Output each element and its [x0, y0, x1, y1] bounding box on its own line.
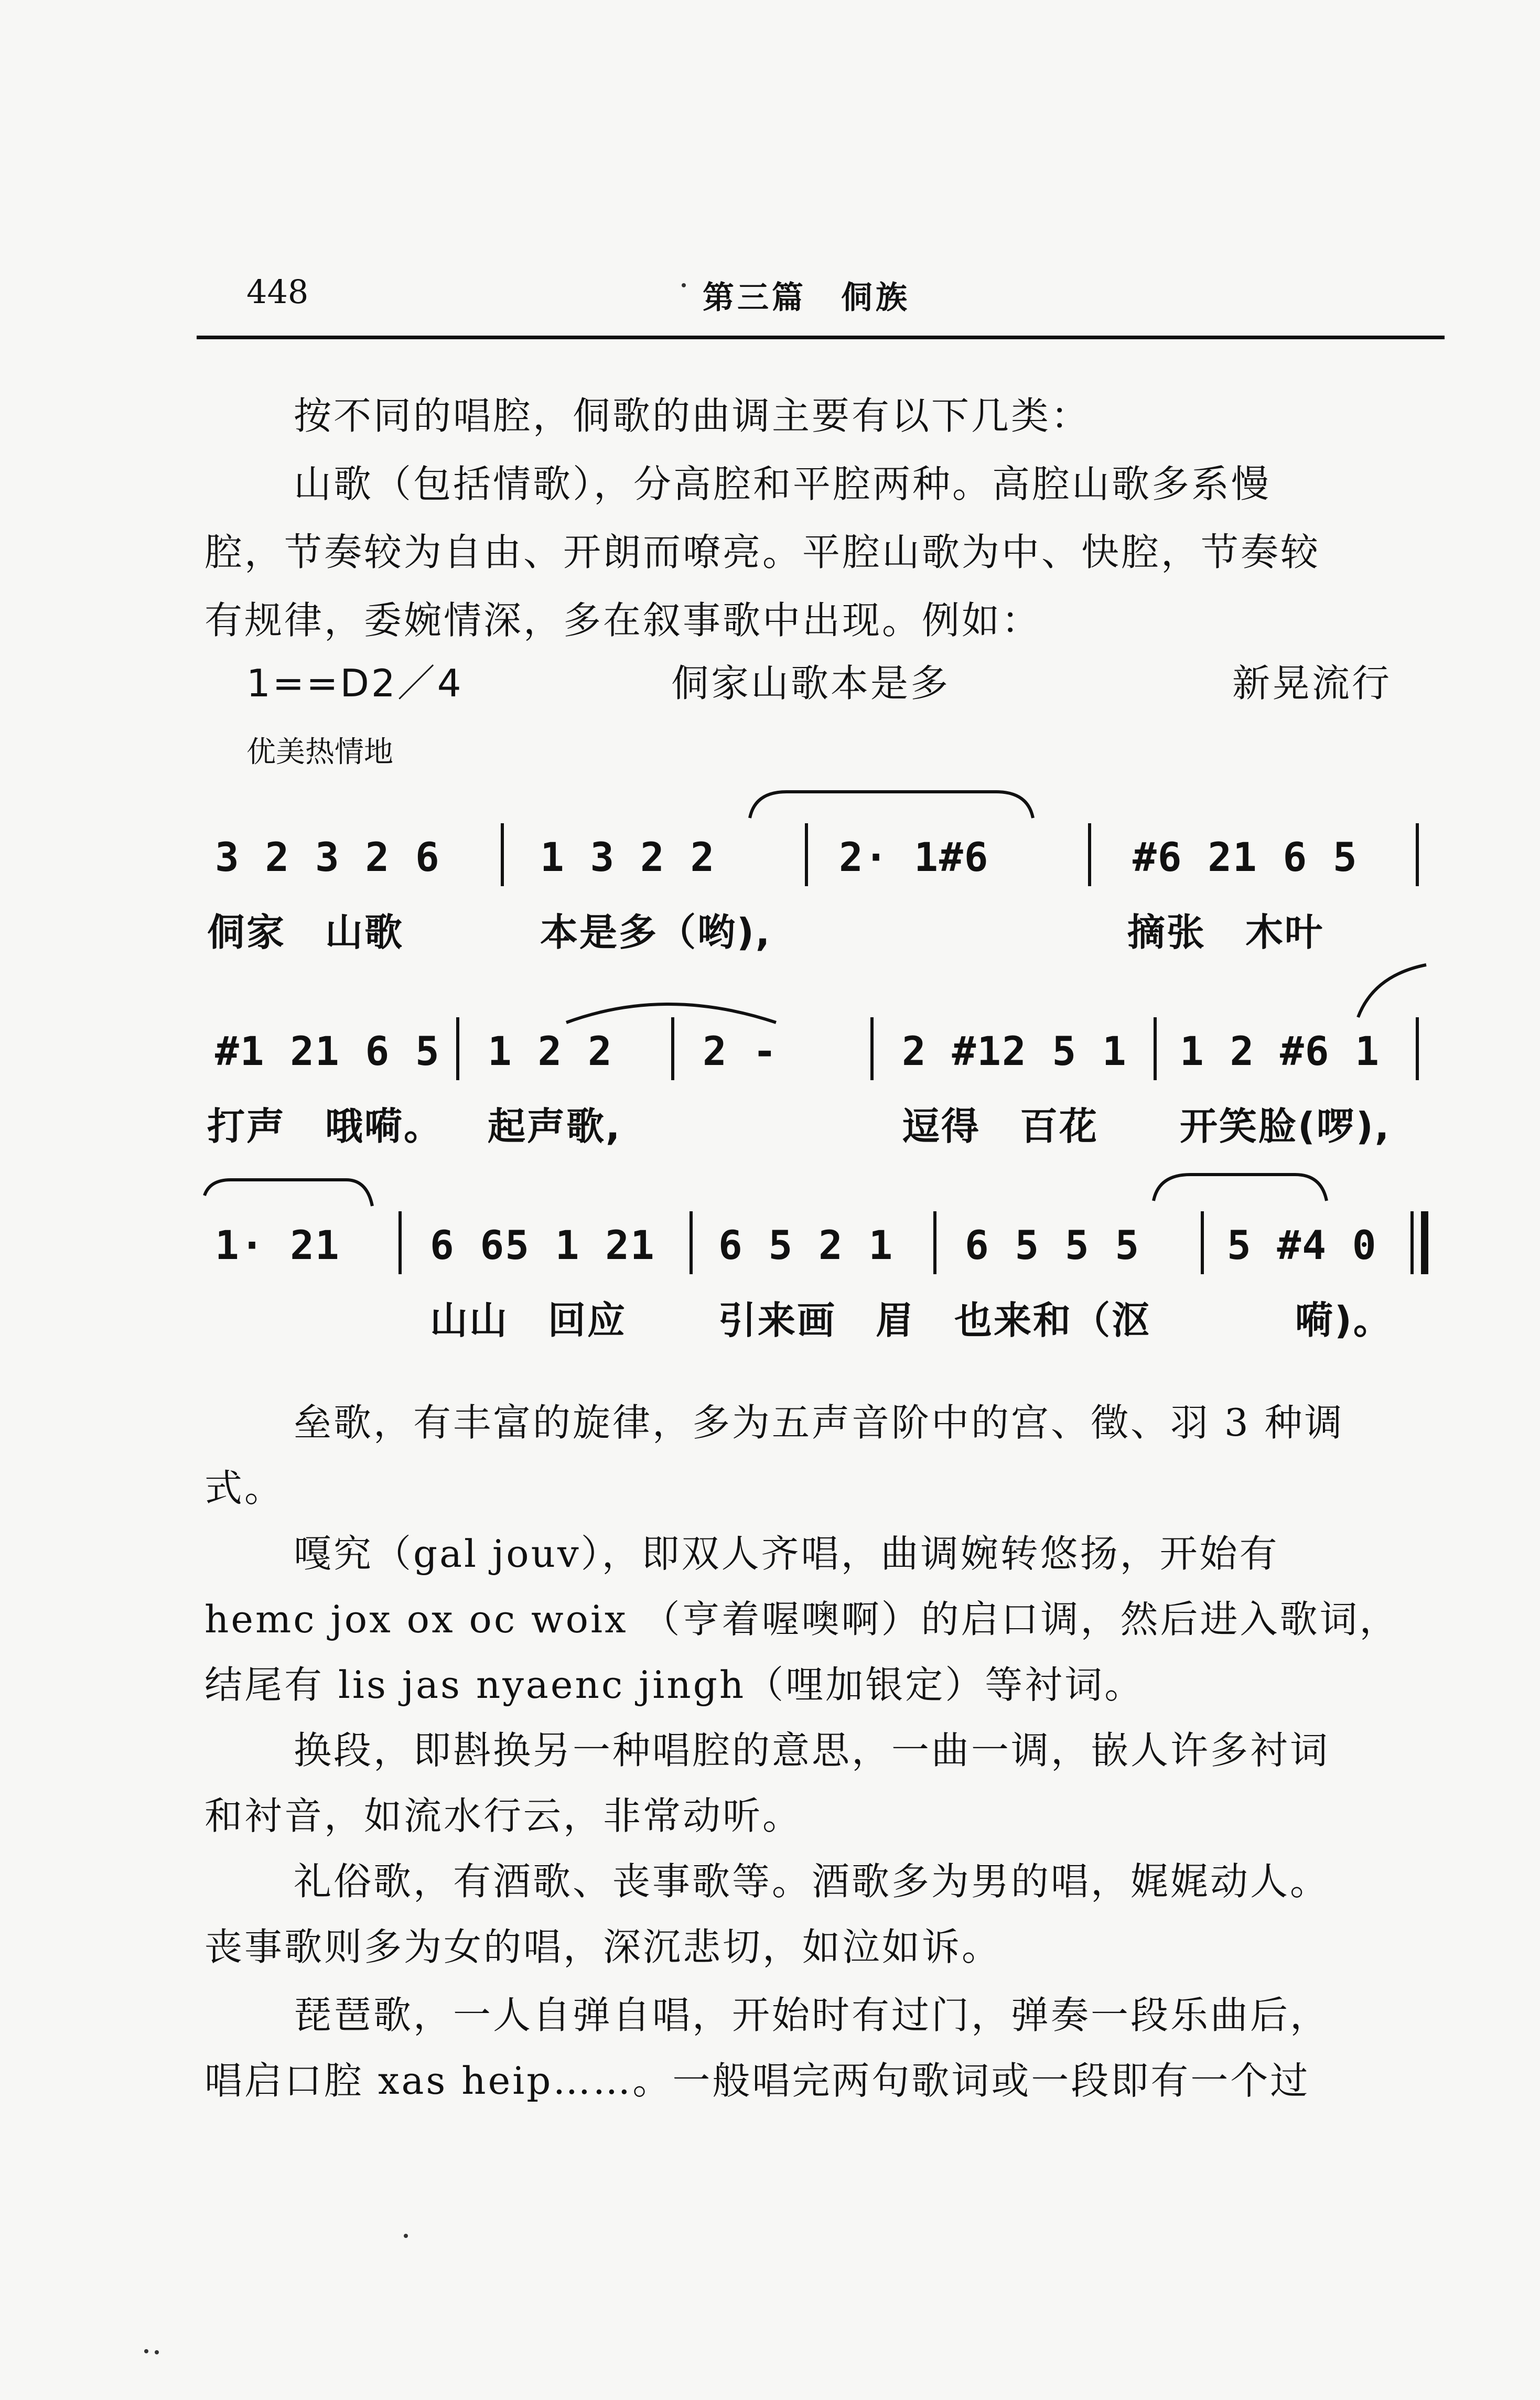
pi-pa-line-2: 唱启口腔 xas heip……。一般唱完两句歌词或一段即有一个过	[204, 2059, 1310, 2103]
score-source: 新晃流行	[1232, 661, 1392, 705]
shan-ge-line-2: 腔，节奏较为自由、开朗而嘹亮。平腔山歌为中、快腔，节奏较	[204, 530, 1321, 574]
barline	[870, 1017, 874, 1080]
huan-duan-line-1: 换段，即斟换另一种唱腔的意思，一曲一调，嵌人许多衬词	[294, 1728, 1330, 1772]
notes-r3-m2: 6 65 1 21	[430, 1222, 655, 1268]
barline	[933, 1211, 936, 1274]
ga-jiu-line-3: 结尾有 lis jas nyaenc jingh（哩加银定）等衬词。	[204, 1663, 1145, 1707]
notes-r1-m1: 3 2 3 2 6	[215, 834, 440, 880]
barline	[1416, 823, 1419, 886]
slur-arc	[561, 991, 781, 1028]
lyrics-r2-4: 逗得 百花	[902, 1104, 1099, 1148]
lyrics-r2-5: 开笑脸(啰),	[1180, 1104, 1391, 1148]
notes-r3-m3: 6 5 2 1	[718, 1222, 894, 1268]
score-title: 侗家山歌本是多	[671, 661, 951, 705]
notes-r3-m5: 5 #4 0	[1227, 1222, 1377, 1268]
scan-speck	[144, 2349, 148, 2353]
notes-r2-m5: 1 2 #6 1	[1180, 1028, 1381, 1074]
pi-pa-line-1: 琵琶歌，一人自弹自唱，开始时有过门，弹奏一段乐曲后，	[294, 1993, 1330, 2037]
lyrics-r3-3: 引来画	[718, 1298, 837, 1342]
zuo-ge-line-2: 式。	[204, 1466, 285, 1510]
shan-ge-line-3: 有规律，委婉情深，多在叙事歌中出现。例如：	[204, 598, 1042, 642]
shan-ge-line-1: 山歌（包括情歌），分高腔和平腔两种。高腔山歌多系慢	[294, 462, 1272, 506]
notes-r1-m4: #6 21 6 5	[1133, 834, 1358, 880]
lyrics-r1-1: 侗家 山歌	[207, 910, 404, 954]
lyrics-r3-2: 山山 回应	[430, 1298, 627, 1342]
notes-r1-m3: 2· 1#6	[839, 834, 989, 880]
final-barline-thick	[1421, 1211, 1428, 1274]
tie-arc	[1148, 1169, 1332, 1206]
slur-arc	[1353, 960, 1431, 1023]
barline	[690, 1211, 693, 1274]
li-su-line-2: 丧事歌则多为女的唱，深沉悲切，如泣如诉。	[204, 1925, 1002, 1969]
barline	[805, 823, 808, 886]
lyrics-r1-4: 摘张 木叶	[1127, 910, 1324, 954]
barline	[1154, 1017, 1157, 1080]
notes-r1-m2: 1 3 2 2	[540, 834, 716, 880]
lyrics-r3-4: 眉 也来和（沤	[876, 1298, 1151, 1342]
lyrics-r3-5: 嗬)。	[1295, 1298, 1393, 1342]
score-key: 1==D2／4	[246, 661, 464, 705]
barline	[501, 823, 504, 886]
lyrics-r2-2: 起声歌,	[488, 1104, 622, 1148]
huan-duan-line-2: 和衬音，如流水行云，非常动听。	[204, 1794, 803, 1838]
tie-arc	[745, 787, 1038, 823]
scan-speck	[155, 2350, 159, 2354]
zuo-ge-line-1: 垒歌，有丰富的旋律，多为五声音阶中的宫、徵、羽 3 种调	[294, 1401, 1344, 1445]
tie-arc	[199, 1175, 378, 1211]
barline	[1201, 1211, 1204, 1274]
ga-jiu-line-1: 嘎究（gal jouv），即双人齐唱，曲调婉转悠扬，开始有	[294, 1532, 1279, 1576]
section-title: 第三篇 侗族	[703, 279, 910, 316]
barline	[1416, 1017, 1419, 1080]
header-rule	[197, 336, 1445, 339]
notes-r3-m4: 6 5 5 5	[965, 1222, 1140, 1268]
intro-line: 按不同的唱腔，侗歌的曲调主要有以下几类：	[294, 394, 1091, 438]
final-barline-thin	[1410, 1211, 1414, 1274]
barline	[456, 1017, 459, 1080]
scan-speck	[404, 2234, 408, 2238]
barline	[399, 1211, 402, 1274]
notes-r2-m3: 2 -	[703, 1028, 778, 1074]
ga-jiu-line-2: hemc jox ox oc woix （亨着喔噢啊）的启口调，然后进入歌词，	[204, 1597, 1399, 1641]
notes-r2-m1: #1 21 6 5	[215, 1028, 440, 1074]
notes-r3-m1: 1· 21	[215, 1222, 340, 1268]
li-su-line-1: 礼俗歌，有酒歌、丧事歌等。酒歌多为男的唱，娓娓动人。	[294, 1859, 1330, 1903]
notes-r2-m4: 2 #12 5 1	[902, 1028, 1127, 1074]
lyrics-r1-2: 本是多（哟),	[540, 910, 772, 954]
score-tempo: 优美热情地	[246, 735, 393, 769]
page-number: 448	[246, 273, 309, 311]
lyrics-r2-1: 打声 哦嗬。	[207, 1104, 444, 1148]
barline	[1088, 823, 1091, 886]
scan-speck	[682, 283, 686, 287]
notes-r2-m2: 1 2 2	[488, 1028, 613, 1074]
